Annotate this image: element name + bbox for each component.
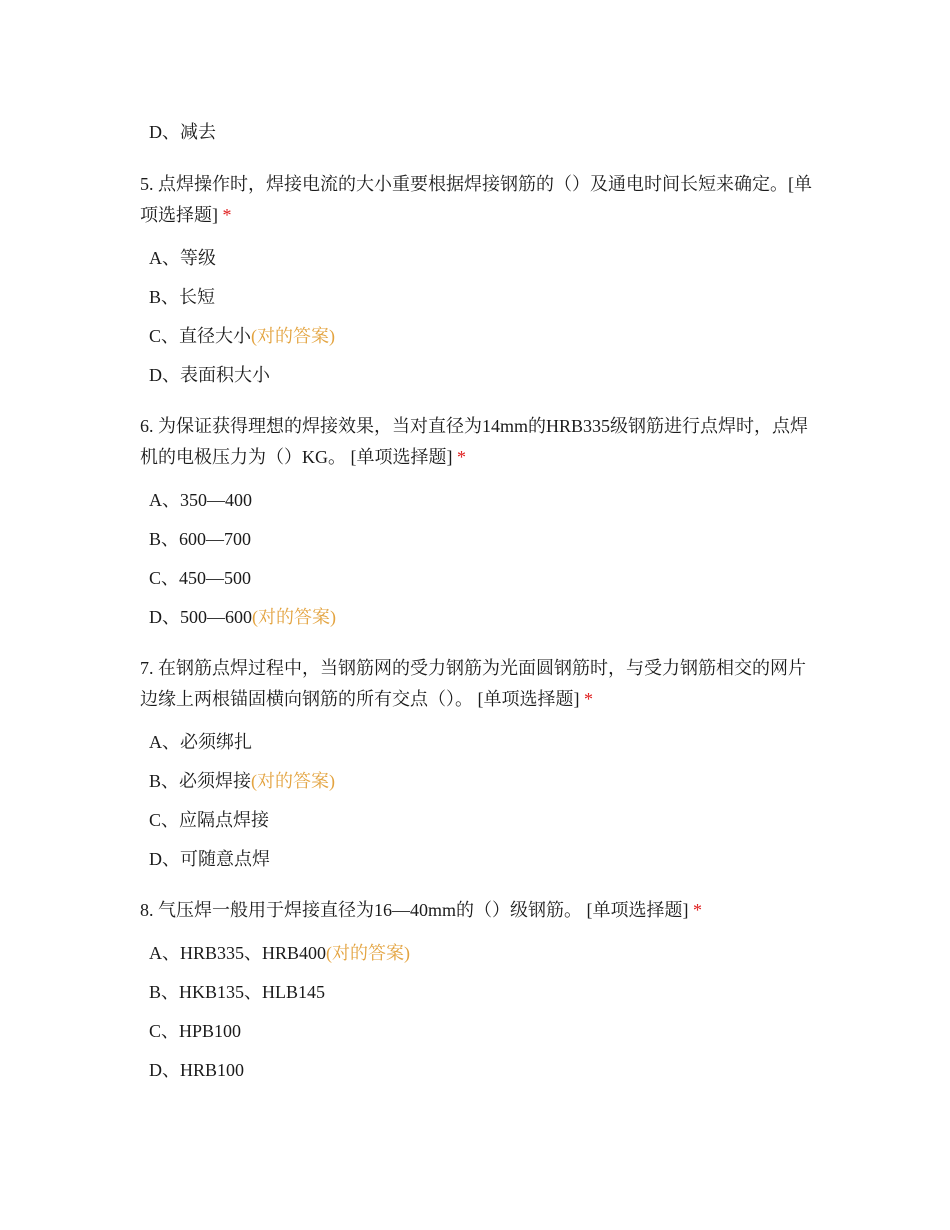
option-8c (149, 1019, 241, 1043)
option-7a (149, 730, 252, 754)
option-label: A、HRB335、HRB400 (149, 943, 327, 963)
required-mark: * (222, 205, 232, 225)
question-6 (140, 411, 820, 473)
required-mark: * (584, 689, 593, 709)
option-5c (149, 324, 335, 348)
option-label: D、可随意点焊 (149, 849, 270, 869)
question-text: 7. 在钢筋点焊过程中，当钢筋网的受力钢筋为光面圆钢筋时，与受力钢筋相交的网片边缘上两根锚固横向钢筋的所有交点（）。 [单项选择题] (140, 658, 806, 709)
correct-answer-note: (对的答案) (326, 943, 411, 963)
correct-answer-note: (对的答案) (251, 771, 336, 791)
correct-answer-note: (对的答案) (251, 326, 336, 346)
question-text: 6. 为保证获得理想的焊接效果，当对直径为14mm的HRB335级钢筋进行点焊时，点焊机的电极压力为（）KG。 [单项选择题] (140, 416, 809, 467)
option-label: D、减去 (149, 122, 216, 142)
option-label: D、500—600 (149, 607, 252, 627)
option-label: B、长短 (149, 287, 216, 307)
option-label: D、HRB100 (149, 1060, 245, 1080)
option-label: A、等级 (149, 248, 216, 268)
option-8a (149, 941, 410, 965)
option-7d (149, 847, 270, 871)
option-label: C、450—500 (149, 568, 252, 588)
required-mark: * (457, 447, 466, 467)
option-6a (149, 488, 252, 512)
question-text: 5. 点焊操作时，焊接电流的大小重要根据焊接钢筋的（）及通电时间长短来确定。[单项选择题] (140, 174, 812, 225)
option-5d (149, 363, 270, 387)
question-text: 8. 气压焊一般用于焊接直径为16—40mm的（）级钢筋。 [单项选择题] (140, 900, 689, 920)
option-7c (149, 808, 269, 832)
option-5a (149, 246, 216, 270)
option-7b (149, 769, 335, 793)
option-label: B、600—700 (149, 529, 252, 549)
option-label: B、必须焊接 (149, 771, 252, 791)
option-6d (149, 605, 336, 629)
correct-answer-note: (对的答案) (252, 607, 336, 627)
question-8 (140, 895, 820, 926)
option-8b (149, 980, 325, 1004)
option-label: C、HPB100 (149, 1021, 242, 1041)
option-6c (149, 566, 251, 590)
question-7 (140, 653, 820, 715)
option-label: A、350—400 (149, 490, 252, 510)
option-8d (149, 1058, 244, 1082)
option-5b (149, 285, 215, 309)
option-label: C、直径大小 (149, 326, 252, 346)
option-prev-d (149, 120, 216, 144)
option-6b (149, 527, 251, 551)
option-label: B、HKB135、HLB145 (149, 982, 326, 1002)
option-label: C、应隔点焊接 (149, 810, 270, 830)
required-mark: * (693, 900, 702, 920)
question-5 (140, 169, 820, 231)
option-label: A、必须绑扎 (149, 732, 252, 752)
option-label: D、表面积大小 (149, 365, 270, 385)
